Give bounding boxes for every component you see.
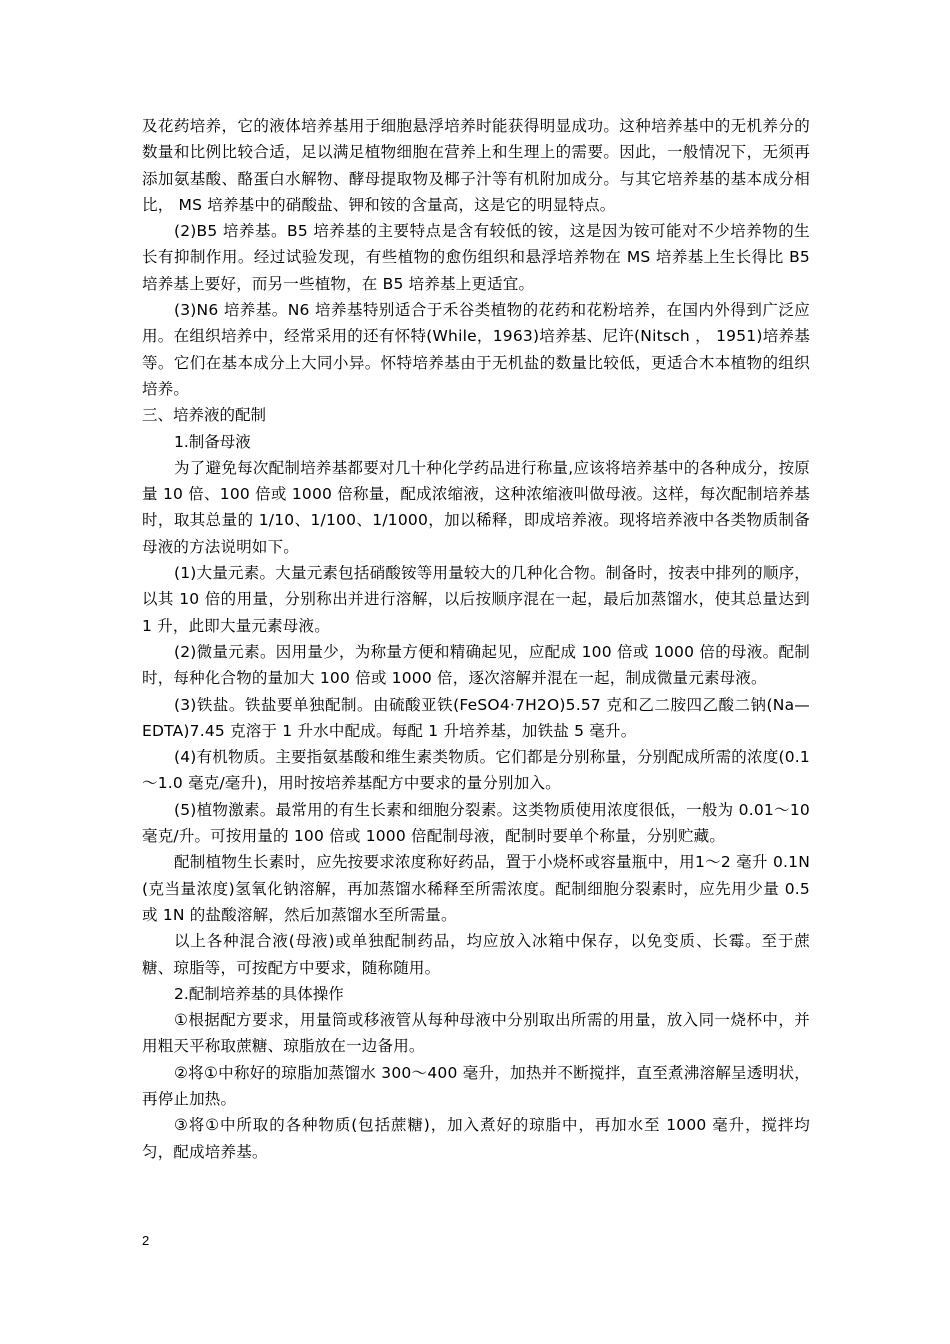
- subheading-preparation-steps: 2.配制培养基的具体操作: [174, 984, 344, 1003]
- paragraph-macro-elements: (1)大量元素。大量元素包括硝酸铵等用量较大的几种化合物。制备时，按表中排列的顺序，以其 10 倍的用量，分别称出并进行溶解，以后按顺序混在一起，最后加蒸馏水，使其总量达到 1 升，此即大量元素母液。: [142, 564, 810, 635]
- paragraph-iron-salt: (3)铁盐。铁盐要单独配制。由硫酸亚铁(FeSO4·7H2O)5.57 克和乙二胺四乙酸二钠(Na—EDTA)7.45 克溶于 1 升水中配成。每配 1 升培养基，加铁盐 5 毫升。: [142, 695, 810, 740]
- paragraph-ms-medium: 及花药培养，它的液体培养基用于细胞悬浮培养时能获得明显成功。这种培养基中的无机养分的数量和比例比较合适，足以满足植物细胞在营养上和生理上的需要。因此，一般情况下，无须再添加氨基酸、酪蛋白水解物、酵母提取物及椰子汁等有机附加成分。与其它培养基的基本成分相比， MS 培养基中的硝酸盐、钾和铵的含量高，这是它的明显特点。: [142, 117, 810, 214]
- paragraph-step-1: ①根据配方要求，用量筒或移液管从每种母液中分别取出所需的用量，放入同一烧杯中，并用粗天平称取蔗糖、琼脂放在一边备用。: [142, 1011, 810, 1056]
- page-number: 2: [142, 1233, 150, 1248]
- paragraph-plant-hormones: (5)植物激素。最常用的有生长素和细胞分裂素。这类物质使用浓度很低，一般为 0.01～10 毫克/升。可按用量的 100 倍或 1000 倍配制母液，配制时要单个称量，分别贮藏。: [142, 800, 810, 846]
- paragraph-storage: 以上各种混合液(母液)或单独配制药品，均应放入冰箱中保存，以免变质、长霉。至于蔗糖、琼脂等，可按配方中要求，随称随用。: [142, 932, 810, 977]
- paragraph-b5-medium: (2)B5 培养基。B5 培养基的主要特点是含有较低的铵，这是因为铵可能对不少培养物的生长有抑制作用。经过试验发现，有些植物的愈伤组织和悬浮培养物在 MS 培养基上生长得比 B5 培养基上要好，而另一些植物，在 B5 培养基上更适宜。: [142, 222, 810, 293]
- paragraph-step-2: ②将①中称好的琼脂加蒸馏水 300～400 毫升，加热并不断搅拌，直至煮沸溶解呈透明状，再停止加热。: [142, 1063, 810, 1108]
- section-heading-culture-solution: 三、培养液的配制: [142, 406, 267, 425]
- paragraph-micro-elements: (2)微量元素。因用量少，为称量方便和精确起见，应配成 100 倍或 1000 倍的母液。配制时，每种化合物的量加大 100 倍或 1000 倍，逐次溶解并混在一起，制成微量元素母液。: [142, 642, 810, 688]
- paragraph-organic-matter: (4)有机物质。主要指氨基酸和维生素类物质。它们都是分别称量，分别配成所需的浓度(0.1～1.0 毫克/毫升)，用时按培养基配方中要求的量分别加入。: [142, 748, 810, 793]
- paragraph-step-3: ③将①中所取的各种物质(包括蔗糖)，加入煮好的琼脂中，再加水至 1000 毫升，搅拌均匀，配成培养基。: [142, 1116, 810, 1161]
- paragraph-stock-intro: 为了避免每次配制培养基都要对几十种化学药品进行称量,应该将培养基中的各种成分，按原量 10 倍、100 倍或 1000 倍称量，配成浓缩液，这种浓缩液叫做母液。这样，每次配制培养基时，取其总量的 1/10、1/100、1/1000，加以稀释，即成培养液。现将培养液中各类物质制备母液的方法说明如下。: [142, 458, 810, 556]
- paragraph-growth-regulators: 配制植物生长素时，应先按要求浓度称好药品，置于小烧杯或容量瓶中，用1～2 毫升 0.1N(克当量浓度)氢氧化钠溶解，再加蒸馏水稀释至所需浓度。配制细胞分裂素时，应先用少量 0.5 或 1N 的盐酸溶解，然后加蒸馏水至所需量。: [142, 853, 810, 924]
- document-body: [142, 113, 810, 1165]
- subheading-stock-solution: 1.制备母液: [174, 432, 251, 451]
- paragraph-n6-medium: (3)N6 培养基。N6 培养基特别适合于禾谷类植物的花药和花粉培养，在国内外得到广泛应用。在组织培养中，经常采用的还有怀特(While，1963)培养基、尼许(Nitsch ， 1951)培养基等。它们在基本成分上大同小异。怀特培养基由于无机盐的数量比较低，更适合木本植物的组织培养。: [142, 301, 810, 398]
